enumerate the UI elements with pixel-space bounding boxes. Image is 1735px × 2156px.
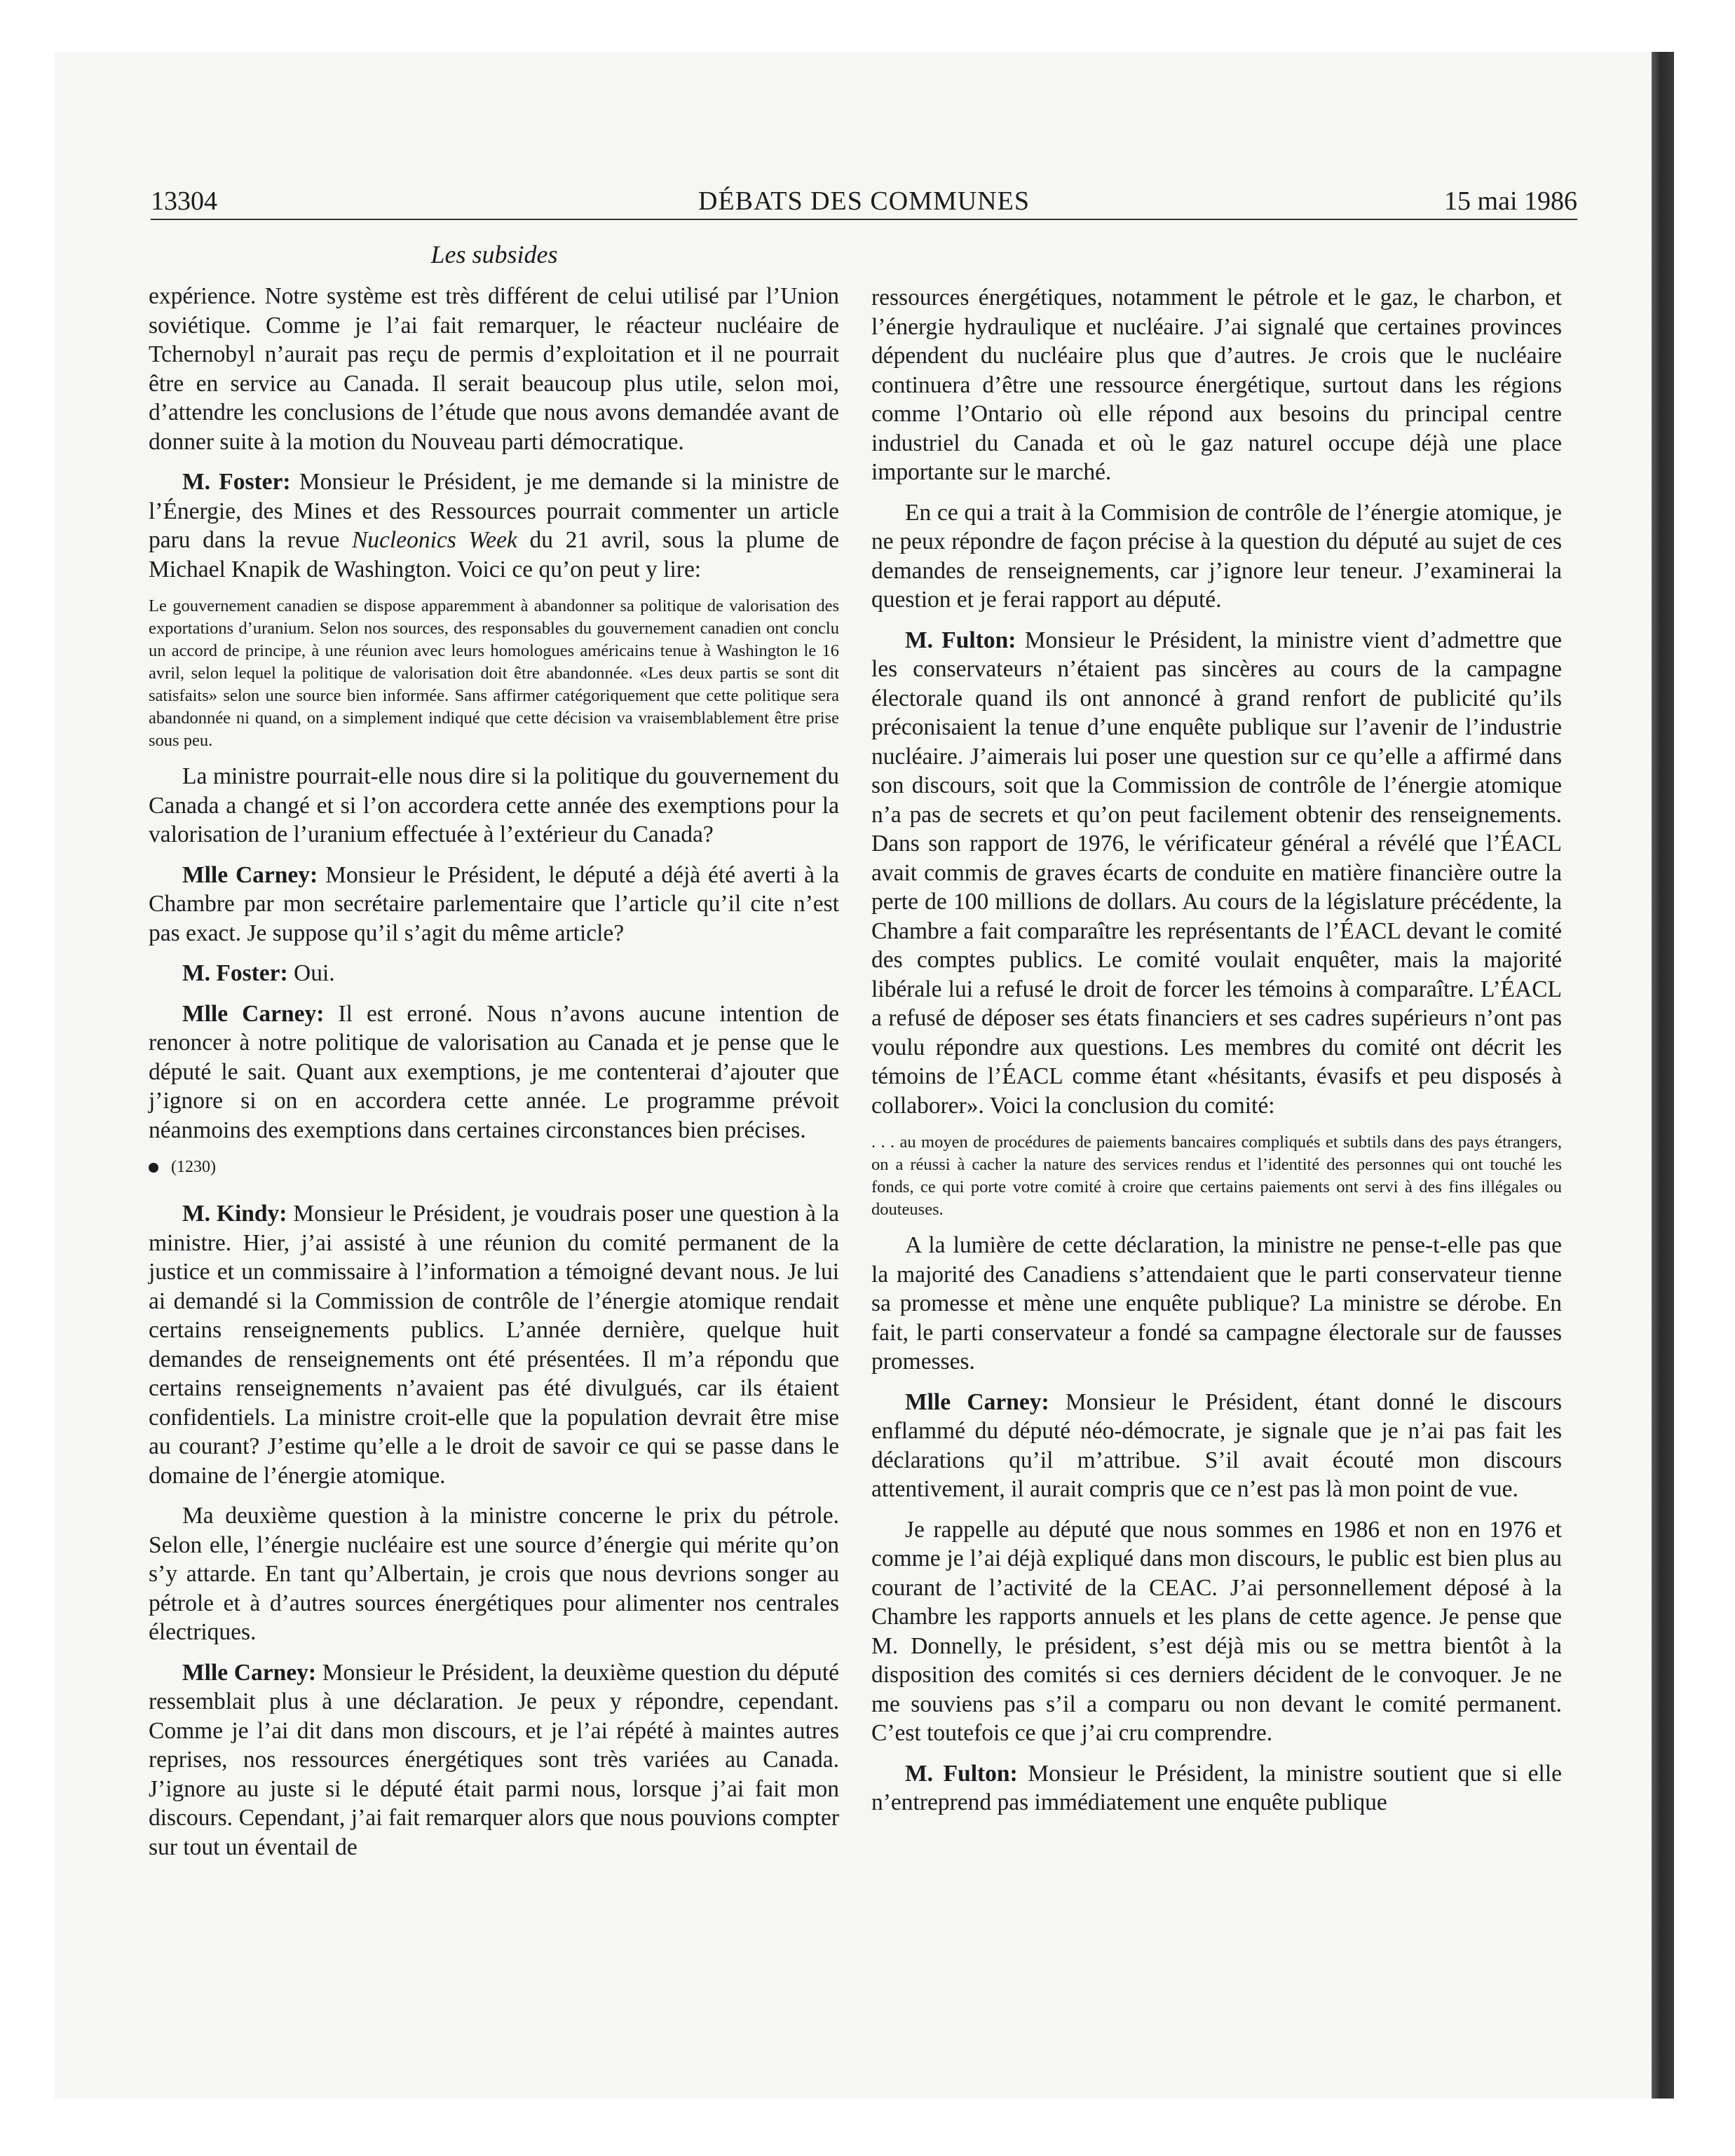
paragraph-text: Oui. xyxy=(287,960,335,986)
bullet-icon xyxy=(149,1163,158,1173)
paragraph: Ma deuxième question à la ministre concerne le prix du pétrole. Selon elle, l’énergie nucléaire est une source d’énergie qui mérite qu’on s’y attarde. En tant qu’Albertain, je crois que nous devrions songer au pétrole et à d’autres sources énergétiques pour alimenter nos centrales électriques. xyxy=(149,1503,839,1645)
paragraph xyxy=(149,468,839,584)
paragraph: La ministre pourrait-elle nous dire si la politique du gouvernement du Canada a changé et si l’on accordera cette année des exemptions pour la valorisation de l’uranium effectuée à l’extérieur du Canada? xyxy=(149,763,839,847)
page-number: 13304 xyxy=(151,186,217,216)
time-marker xyxy=(149,1156,839,1178)
paragraph xyxy=(149,1658,839,1862)
paragraph: En ce qui a trait à la Commision de contrôle de l’énergie atomique, je ne peux répondre de façon précise à la question du député au sujet de ces demandes de renseignements, car j’ignore leur teneur. J’examinerai la question et je ferai rapport au député. xyxy=(871,499,1562,613)
speaker-name: Mlle Carney: xyxy=(182,1659,317,1686)
paragraph xyxy=(149,959,839,988)
scan-edge-shadow xyxy=(1652,52,1674,2099)
paragraph: ressources énergétiques, notamment le pétrole et le gaz, le charbon, et l’énergie hydraulique et nucléaire. J’ai signalé que certaines provinces dépendent du nucléaire plus que d’autres. Je crois que le nucléaire continuera d’être une ressource énergétique, surtout dans les régions comme l’Ontario où elle répond aux besoins du principal centre industriel du Canada et où le gaz naturel occupe déjà une place importante sur le marché. xyxy=(871,285,1562,485)
paragraph-text: Monsieur le Président, le député a déjà été averti à la Chambre par mon secrétaire parlementaire que l’article qu’il cite n’est pas exact. Je suppose qu’il s’agit du même article? xyxy=(149,861,839,946)
block-quote: . . . au moyen de procédures de paiements bancaires compliqués et subtils dans des pays étrangers, on a réussi à cacher la nature des services rendus et l’identité des personnes qui ont touché les fonds, ce qui porte votre comité à croire que certains paiements ont servi à des fins illégales ou douteuses. xyxy=(871,1133,1562,1219)
speaker-name: M. Foster: xyxy=(182,469,291,495)
paragraph: expérience. Notre système est très différent de celui utilisé par l’Union soviétique. Comme je l’ai fait remarquer, le réacteur nucléaire de Tchernobyl n’aurait pas reçu de permis d’exploitation et il ne pourrait être en service au Canada. Il serait beaucoup plus utile, selon moi, d’attendre les conclusions de l’étude que nous avons demandée avant de donner suite à la motion du Nouveau parti démocratique. xyxy=(149,283,839,455)
paragraph xyxy=(149,861,839,948)
paragraph xyxy=(871,1759,1562,1817)
paragraph-text: Monsieur le Président, étant donné le discours enflammé du député néo-démocrate, je signale que je n’ai pas fait les déclarations qu’il m’attribue. S’il avait écouté mon discours attentivement, il aurait compris que ce n’est pas là mon point de vue. xyxy=(871,1389,1563,1502)
paragraph xyxy=(149,999,839,1145)
paragraph-text: Monsieur le Président, la ministre vient d’admettre que les conservateurs n’étaient pas sincères au cours de la campagne électorale quand ils ont annoncé à grand renfort de publicité qu’ils préconisaient la tenue d’une enquête publique sur l’avenir de l’industrie nucléaire. J’aimerais lui poser une question sur ce qu’elle a affirmé dans son discours, soit que la Commission de contrôle de l’énergie atomique n’a pas de secrets et qu’on peut facilement obtenir des renseignements. Dans son rapport de 1976, le vérificateur général a révélé que l’ÉACL avait commis de graves écarts de conduite en matière financière outre la perte de 100 millions de dollars. Au cours de la législature précédente, la Chambre a fait comparaître les représentants de l’ÉACL devant le comité des comptes publics. Le comité voulait enquêter, mais la majorité libérale lui a refusé le droit de forcer les témoins à comparaître. L’ÉACL a refusé de déposer ses états financiers et ses cadres supérieurs n’ont pas voulu répondre aux questions. Les membres du comité ont décrit les témoins de l’ÉACL comme étant «hésitants, évasifs et peu disposés à collaborer». Voici la conclusion du comité: xyxy=(871,627,1562,1119)
left-column xyxy=(149,282,839,1873)
page-header xyxy=(151,184,1577,219)
section-subheading: Les subsides xyxy=(430,240,558,268)
paragraph-text: Monsieur le Président, la deuxième question du député ressemblait plus à une déclaration. Je peux y répondre, cependant. Comme je l’ai dit dans mon discours, et je l’ai répété à maintes autres reprises, nos ressources énergétiques sont très variées au Canada. J’ignore au juste si le député était parmi nous, lorsque j’ai fait mon discours. Cependant, j’ai fait remarquer alors que nous pouvions compter sur tout un éventail de xyxy=(149,1659,839,1860)
speaker-name: Mlle Carney: xyxy=(182,1000,325,1027)
speaker-name: M. Kindy: xyxy=(182,1201,287,1227)
paragraph-text: Il est erroné. Nous n’avons aucune intention de renoncer à notre politique de valorisation au Canada et je pense que le député le sait. Quant aux exemptions, je me contenterai d’ajouter que j’ignore si on en accordera cette année. Le programme prévoit néanmoins des exemptions dans certaines circonstances bien précises. xyxy=(149,1000,839,1143)
paragraph: Je rappelle au député que nous sommes en 1986 et non en 1976 et comme je l’ai déjà expliqué dans mon discours, le public est bien plus au courant de l’activité de la CEAC. J’ai personnellement déposé à la Chambre les rapports annuels et les plans de cette agence. Je pense que M. Donnelly, le président, s’est déjà mis ou se mettra bientôt à la disposition des comités si ces derniers décident de le convoquer. Je ne me souviens pas s’il a comparu ou non devant le comité permanent. C’est toutefois ce que j’ai cru comprendre. xyxy=(871,1516,1562,1746)
publication-name: Nucleonics Week xyxy=(351,527,517,553)
speaker-name: M. Fulton: xyxy=(905,627,1016,653)
speaker-name: M. Fulton: xyxy=(905,1760,1018,1787)
right-column xyxy=(871,283,1562,1829)
publication-title: DÉBATS DES COMMUNES xyxy=(698,186,1030,216)
time-marker-text: (1230) xyxy=(171,1158,216,1176)
paragraph xyxy=(871,626,1562,1121)
header-rule xyxy=(151,219,1577,220)
paragraph-text: Monsieur le Président, je voudrais poser une question à la ministre. Hier, j’ai assisté à une réunion du comité permanent de la justice et un commissaire à l’information a témoigné devant nous. Je lui ai demandé si la Commission de contrôle de l’énergie atomique rendait certains renseignements publics. L’année dernière, quelque huit demandes de renseignements ont été présentées. Il m’a répondu que certains renseignements n’avaient pas été divulgués, car ils étaient confidentiels. La ministre croit-elle que la population devrait être mise au courant? J’estime qu’elle a le droit de savoir ce qui se passe dans le domaine de l’énergie atomique. xyxy=(149,1201,839,1489)
publication-date: 15 mai 1986 xyxy=(1444,186,1577,216)
speaker-name: Mlle Carney: xyxy=(905,1389,1049,1415)
paragraph xyxy=(871,1388,1562,1504)
speaker-name: Mlle Carney: xyxy=(182,861,318,888)
paragraph-text: Monsieur le Président, je me demande si la ministre de l’Énergie, des Mines et des Ressources pourrait commenter un article paru dans la revue xyxy=(149,469,839,553)
paragraph-text: Monsieur le Président, la ministre soutient que si elle n’entreprend pas immédiatement une enquête publique xyxy=(871,1760,1563,1815)
paragraph-text: du 21 avril, sous la plume de Michael Knapik de Washington. Voici ce qu’on peut y lire: xyxy=(149,527,839,582)
block-quote: Le gouvernement canadien se dispose apparemment à abandonner sa politique de valorisation des exportations d’uranium. Selon nos sources, des responsables du gouvernement canadien ont conclu un accord de principe, à une réunion avec leurs homologues américains tenue à Washington le 16 avril, selon lequel la politique de valorisation doit être abandonnée. «Les deux partis se sont dit satisfaits» selon une source bien informée. Sans affirmer catégoriquement que cette politique sera abandonnée ni quand, on a simplement indiqué que cette décision va vraisemblablement être prise sous peu. xyxy=(149,596,839,750)
paragraph: A la lumière de cette déclaration, la ministre ne pense-t-elle pas que la majorité des Canadiens s’attendaient que le parti conservateur tienne sa promesse et mène une enquête publique? La ministre se dérobe. En fait, le parti conservateur a fondé sa campagne électorale sur de fausses promesses. xyxy=(871,1232,1562,1374)
speaker-name: M. Foster: xyxy=(182,960,288,986)
paragraph xyxy=(149,1199,839,1490)
